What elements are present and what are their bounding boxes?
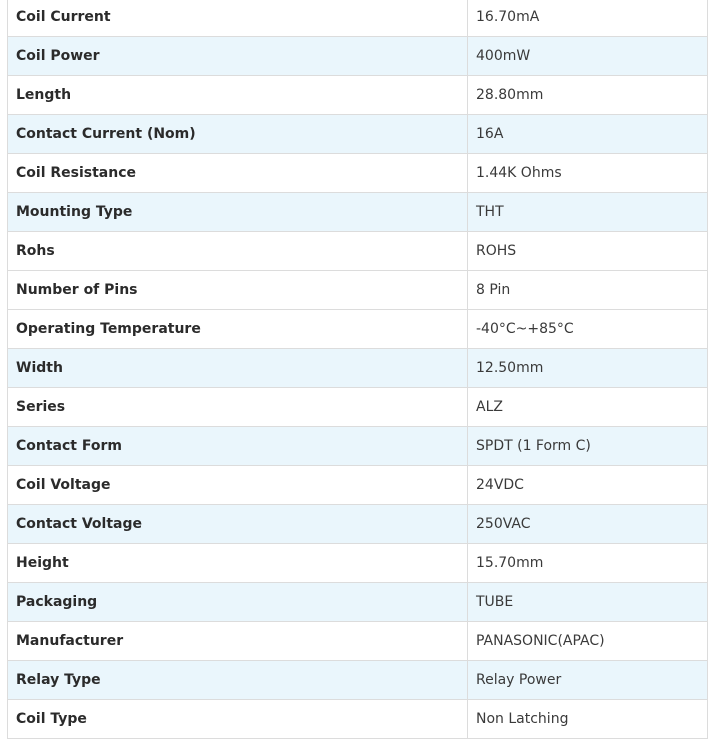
spec-value: Non Latching [468,700,708,739]
spec-name: Relay Type [8,661,468,700]
spec-name: Height [8,544,468,583]
spec-value: ROHS [468,232,708,271]
table-row [8,661,708,700]
spec-value: -40°C~+85°C [468,310,708,349]
spec-value: 250VAC [468,505,708,544]
table-row [8,271,708,310]
spec-value: 16A [468,115,708,154]
spec-name: Rohs [8,232,468,271]
table-row [8,76,708,115]
spec-value: PANASONIC(APAC) [468,622,708,661]
table-row [8,349,708,388]
spec-value: THT [468,193,708,232]
table-row [8,193,708,232]
spec-name: Coil Voltage [8,466,468,505]
table-row [8,115,708,154]
spec-value: 28.80mm [468,76,708,115]
table-row [8,0,708,37]
spec-name: Coil Type [8,700,468,739]
spec-name: Manufacturer [8,622,468,661]
spec-value: SPDT (1 Form C) [468,427,708,466]
table-row [8,232,708,271]
spec-name: Contact Form [8,427,468,466]
spec-name: Length [8,76,468,115]
spec-value: 15.70mm [468,544,708,583]
table-row [8,466,708,505]
table-row [8,154,708,193]
spec-value: 400mW [468,37,708,76]
table-row [8,37,708,76]
spec-name: Operating Temperature [8,310,468,349]
spec-value: 12.50mm [468,349,708,388]
spec-value: Relay Power [468,661,708,700]
table-row [8,700,708,739]
spec-name: Coil Power [8,37,468,76]
spec-name: Series [8,388,468,427]
spec-name: Packaging [8,583,468,622]
spec-value: 24VDC [468,466,708,505]
spec-name: Mounting Type [8,193,468,232]
spec-name: Coil Current [8,0,468,37]
table-row [8,583,708,622]
spec-name: Number of Pins [8,271,468,310]
spec-name: Width [8,349,468,388]
table-row [8,622,708,661]
spec-value: 1.44K Ohms [468,154,708,193]
spec-name: Contact Current (Nom) [8,115,468,154]
spec-value: TUBE [468,583,708,622]
spec-value: ALZ [468,388,708,427]
spec-name: Contact Voltage [8,505,468,544]
table-row [8,310,708,349]
table-row [8,388,708,427]
spec-value: 16.70mA [468,0,708,37]
table-row [8,544,708,583]
table-row [8,505,708,544]
spec-name: Coil Resistance [8,154,468,193]
table-row [8,427,708,466]
spec-value: 8 Pin [468,271,708,310]
specifications-table [7,0,708,739]
